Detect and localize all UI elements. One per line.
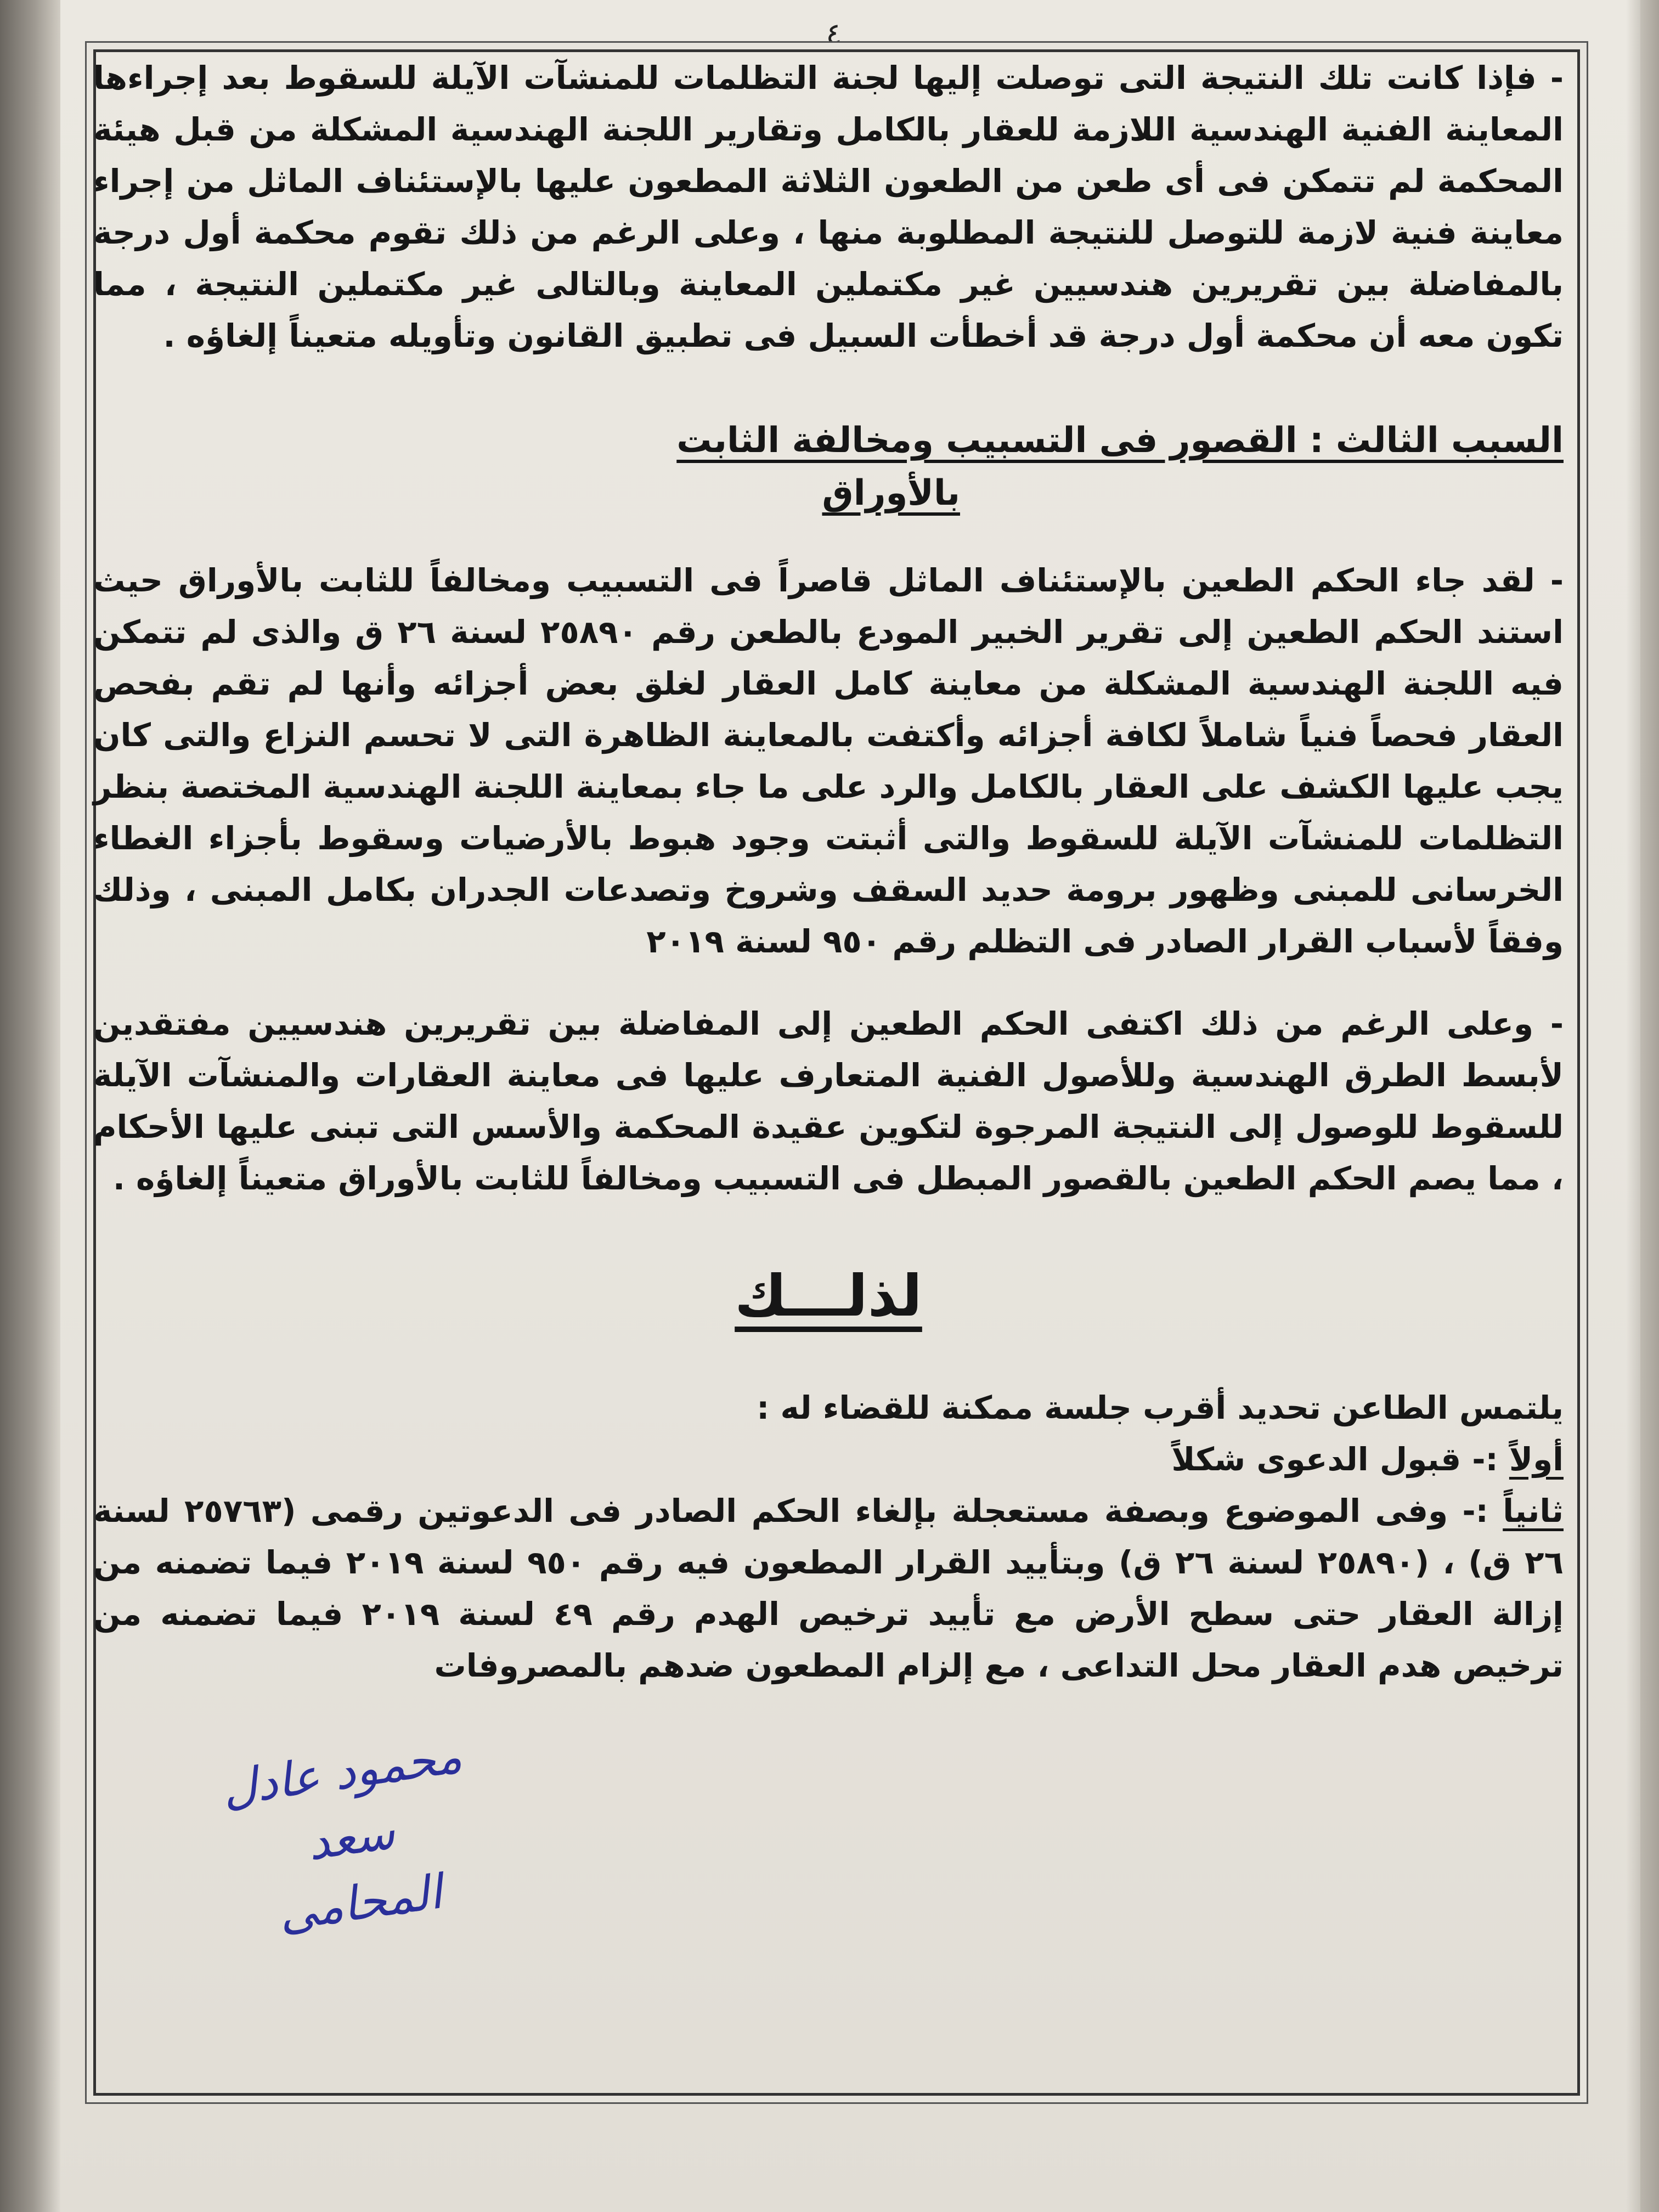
closing-title: لذلـــك bbox=[735, 1262, 922, 1329]
signature-name: محمود عادل سعد bbox=[218, 1729, 465, 1871]
request-first-label: أولاً bbox=[1509, 1441, 1564, 1478]
request-second-label: ثانياً bbox=[1503, 1492, 1564, 1530]
signature-title: المحامى bbox=[275, 1864, 445, 1942]
page-number: ٤ bbox=[826, 16, 842, 51]
paragraph-intro: - فإذا كانت تلك النتيجة التى توصلت إليها لجنة التظلمات للمنشآت الآيلة للسقوط بعد إجراءها المعاينة الفنية الهندسية اللازمة للعقار بالكامل وتقارير اللجنة الهندسية المشكلة من قبل هيئة المحكمة لم تتمكن فى أى طعن من الطعون الثلاثة المطعون عليها بالإستئناف الماثل من إجراء معاينة فنية لازمة للتوصل للنتيجة المطلوبة منها ، وعلى الرغم من ذلك تقوم محكمة أول درجة بالمفاضلة بين تقريرين هندسيين غير مكتملين المعاينة وبالتالى غير مكتملين النتيجة ، مما تكون معه أن محكمة أول درجة قد أخطأت السبيل فى تطبيق القانون وتأويله متعيناً إلغاؤه . bbox=[93, 59, 1564, 354]
request-first bbox=[93, 1434, 1564, 1485]
document-body bbox=[93, 52, 1564, 1691]
requests-intro: يلتمس الطاعن تحديد أقرب جلسة ممكنة للقضاء له : bbox=[757, 1389, 1564, 1426]
paragraph-despite: - وعلى الرغم من ذلك اكتفى الحكم الطعين إلى المفاضلة بين تقريرين هندسيين مفتقدين لأبسط الطرق الهندسية وللأصول الفنية المتعارف عليها فى معاينة العقارات والمنشآت الآيلة للسقوط للوصول إلى النتيجة المرجوة لتكوين عقيدة المحكمة والأسس التى تبنى عليها الأحكام ، مما يصم الحكم الطعين بالقصور المبطل فى التسبيب ومخالفاً للثابت بالأوراق متعيناً إلغاؤه . bbox=[93, 1005, 1564, 1197]
request-second bbox=[93, 1485, 1564, 1691]
request-second-text: :- وفى الموضوع وبصفة مستعجلة بإلغاء الحكم الصادر فى الدعوتين رقمى (٢٥٧٦٣ لسنة ٢٦ ق) ، (٢٥٨٩٠ لسنة ٢٦ ق) وبتأييد القرار المطعون فيه رقم ٩٥٠ لسنة ٢٠١٩ فيما تضمنه من إزالة العقار حتى سطح الأرض مع تأييد ترخيص الهدم رقم ٤٩ لسنة ٢٠١٩ فيما تضمنه من ترخيص هدم العقار محل التداعى ، مع إلزام المطعون ضدهم بالمصروفات bbox=[93, 1492, 1564, 1684]
section-heading-line2: بالأوراق bbox=[822, 473, 960, 514]
section-heading-line1: السبب الثالث : القصور فى التسبيب ومخالفة الثابت bbox=[676, 420, 1564, 461]
paragraph-reason: - لقد جاء الحكم الطعين بالإستئناف الماثل قاصراً فى التسبيب ومخالفاً للثابت بالأوراق حيث استند الحكم الطعين إلى تقرير الخبير المودع بالطعن رقم ٢٥٨٩٠ لسنة ٢٦ ق والذى لم تتمكن فيه اللجنة الهندسية المشكلة من معاينة كامل العقار لغلق بعض أجزائه وأنها لم تقم بفحص العقار فحصاً فنياً شاملاً لكافة أجزائه وأكتفت بالمعاينة الظاهرة التى لا تحسم النزاع والتى كان يجب عليها الكشف على العقار بالكامل والرد على ما جاء بمعاينة اللجنة الهندسية المختصة بنظر التظلمات للمنشآت الآيلة للسقوط والتى أثبتت وجود هبوط بالأرضيات وسقوط بأجزاء الغطاء الخرسانى للمبنى وظهور برومة حديد السقف وشروخ وتصدعات الجدران بكامل المبنى ، وذلك وفقاً لأسباب القرار الصادر فى التظلم رقم ٩٥٠ لسنة ٢٠١٩ bbox=[93, 562, 1564, 960]
section-heading bbox=[93, 414, 1564, 520]
request-first-text: :- قبول الدعوى شكلاً bbox=[1171, 1441, 1498, 1478]
